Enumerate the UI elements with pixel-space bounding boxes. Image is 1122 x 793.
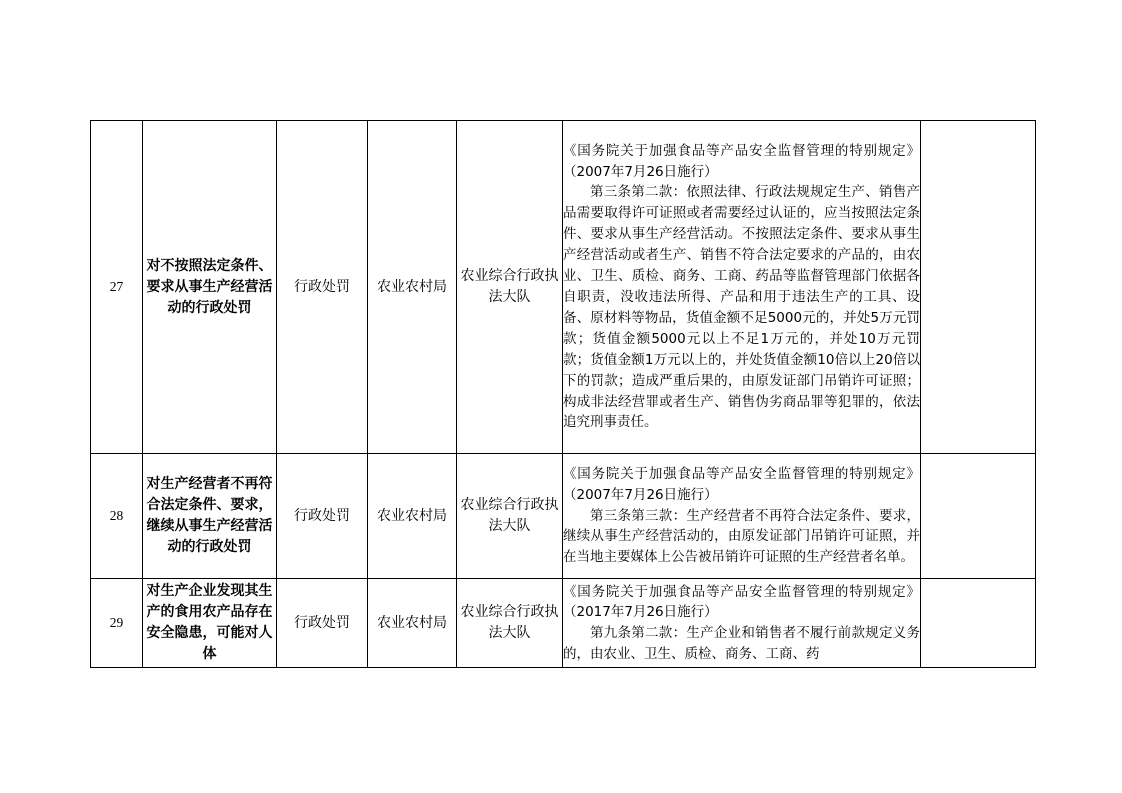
table-row: [91, 579, 1036, 668]
item-name: 对生产企业发现其生产的食用农产品存在安全隐患，可能对人体: [143, 579, 277, 668]
basis-text: 第三条第三款：生产经营者不再符合法定条件、要求，继续从事生产经营活动的，由原发证部门吊销许可证照，并在当地主要媒体上公告被吊销许可证照的生产经营者名单。: [563, 507, 920, 566]
table-row: [91, 121, 1036, 454]
enforcement-unit: 农业综合行政执法大队: [457, 579, 563, 668]
department: 农业农村局: [368, 454, 457, 579]
power-type: 行政处罚: [277, 579, 368, 668]
remark: [921, 121, 1036, 454]
item-name: 对生产经营者不再符合法定条件、要求，继续从事生产经营活动的行政处罚: [143, 454, 277, 579]
basis-title: 《国务院关于加强食品等产品安全监督管理的特别规定》（2017年7月26日施行）: [563, 583, 920, 621]
basis-text: 第三条第二款：依照法律、行政法规规定生产、销售产品需要取得许可证照或者需要经过认证的，应当按照法定条件、要求从事生产经营活动。不按照法定条件、要求从事生产经营活动或者生产、销售不符合法定要求的产品的，由农业、卫生、质检、商务、工商、药品等监督管理部门依据各自职责，没收违法所得、产品和用于违法生产的工具、设备、原材料等物品，货值金额不足5000元的，并处5万元罚款；货值金额5000元以上不足1万元的，并处10万元罚款；货值金额1万元以上的，并处货值金额10倍以上20倍以下的罚款；造成严重后果的，由原发证部门吊销许可证照；构成非法经营罪或者生产、销售伪劣商品罪等犯罪的，依法追究刑事责任。: [563, 184, 920, 431]
power-type: 行政处罚: [277, 454, 368, 579]
remark: [921, 579, 1036, 668]
row-number: 29: [91, 579, 143, 668]
basis-clip: [563, 582, 920, 665]
table-row: [91, 454, 1036, 579]
penalty-table: [90, 120, 1036, 668]
department: 农业农村局: [368, 121, 457, 454]
legal-basis: [563, 121, 921, 454]
legal-basis: [563, 454, 921, 579]
enforcement-unit: 农业综合行政执法大队: [457, 454, 563, 579]
basis-text: 第九条第二款：生产企业和销售者不履行前款规定义务的，由农业、卫生、质检、商务、工商、药: [563, 625, 920, 663]
basis-title: 《国务院关于加强食品等产品安全监督管理的特别规定》（2007年7月26日施行）: [563, 142, 920, 180]
power-type: 行政处罚: [277, 121, 368, 454]
remark: [921, 454, 1036, 579]
enforcement-unit: 农业综合行政执法大队: [457, 121, 563, 454]
row-number: 28: [91, 454, 143, 579]
item-name: 对不按照法定条件、要求从事生产经营活动的行政处罚: [143, 121, 277, 454]
legal-basis: [563, 579, 921, 668]
basis-title: 《国务院关于加强食品等产品安全监督管理的特别规定》（2007年7月26日施行）: [563, 465, 920, 503]
row-number: 27: [91, 121, 143, 454]
department: 农业农村局: [368, 579, 457, 668]
